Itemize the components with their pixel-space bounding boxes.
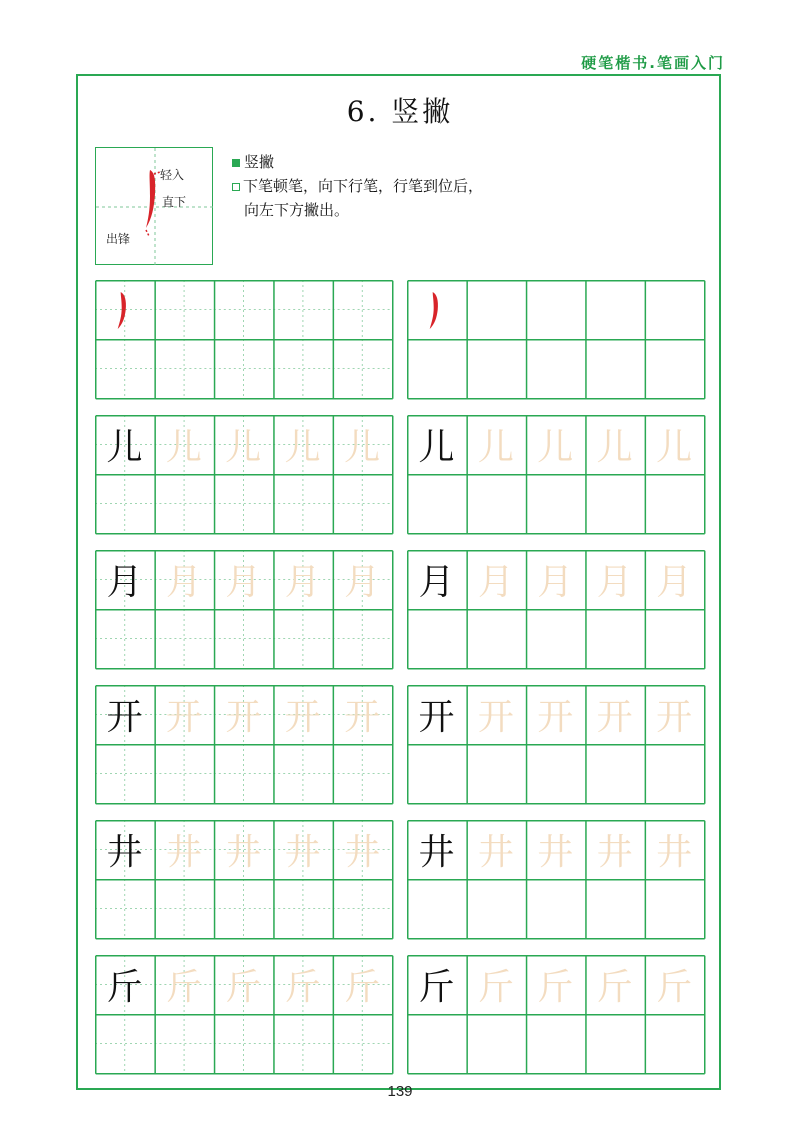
practice-grid [95, 550, 392, 668]
trace-character: 月 [344, 562, 381, 603]
practice-grid [95, 820, 392, 938]
trace-character: 井 [477, 832, 514, 873]
practice-grid [407, 415, 704, 533]
model-character: 开 [106, 697, 143, 738]
trace-character: 斤 [284, 967, 321, 1008]
trace-character: 斤 [225, 967, 262, 1008]
practice-grid [407, 280, 704, 398]
trace-character: 开 [537, 697, 574, 738]
stroke-demo-box [95, 147, 213, 265]
model-character: 井 [106, 832, 143, 873]
trace-character: 斤 [596, 967, 633, 1008]
filled-square-icon [232, 159, 240, 167]
trace-character: 月 [477, 562, 514, 603]
model-character: 儿 [418, 427, 455, 468]
book-header: 硬笔楷书.笔画入门 [581, 54, 725, 72]
page-number: 139 [387, 1083, 413, 1100]
trace-character: 月 [656, 562, 693, 603]
model-character: 月 [106, 562, 143, 603]
practice-grid [407, 820, 704, 938]
trace-character: 斤 [537, 967, 574, 1008]
trace-character: 儿 [656, 427, 693, 468]
trace-character: 斤 [477, 967, 514, 1008]
model-character: 开 [418, 697, 455, 738]
stroke-name: 竖撇 [244, 153, 275, 171]
trace-character: 井 [596, 832, 633, 873]
trace-character: 月 [225, 562, 262, 603]
practice-grid [95, 415, 392, 533]
trace-character: 开 [656, 697, 693, 738]
trace-character: 井 [656, 832, 693, 873]
trace-character: 井 [225, 832, 262, 873]
trace-character: 开 [596, 697, 633, 738]
demo-stroke-icon [146, 170, 155, 228]
practice-grid [407, 685, 704, 803]
demo-label-start: 轻入 [160, 168, 185, 182]
practice-grid [95, 685, 392, 803]
demo-label-end: 出锋 [106, 232, 131, 246]
model-character: 儿 [106, 427, 143, 468]
practice-grid [407, 955, 704, 1073]
lesson-title: 6. 竖撇 [346, 95, 454, 128]
trace-character: 井 [344, 832, 381, 873]
trace-character: 月 [284, 562, 321, 603]
trace-character: 月 [596, 562, 633, 603]
trace-character: 斤 [344, 967, 381, 1008]
trace-character: 开 [284, 697, 321, 738]
trace-character: 斤 [165, 967, 202, 1008]
trace-character: 儿 [537, 427, 574, 468]
trace-character: 儿 [596, 427, 633, 468]
trace-character: 斤 [656, 967, 693, 1008]
trace-character: 开 [165, 697, 202, 738]
description-line-2: 向左下方撇出。 [244, 201, 350, 219]
model-character: 斤 [106, 967, 143, 1008]
description-line-1: 下笔顿笔，向下行笔，行笔到位后， [243, 177, 484, 195]
trace-character: 儿 [225, 427, 262, 468]
sample-stroke-icon [118, 292, 126, 329]
model-character: 井 [418, 832, 455, 873]
trace-character: 井 [165, 832, 202, 873]
trace-character: 月 [537, 562, 574, 603]
grid-lines [407, 280, 706, 400]
demo-guide-lines [96, 148, 214, 266]
trace-character: 开 [477, 697, 514, 738]
sample-stroke-icon [430, 292, 438, 329]
model-character: 月 [418, 562, 455, 603]
trace-character: 儿 [284, 427, 321, 468]
trace-character: 儿 [477, 427, 514, 468]
demo-label-middle: 直下 [162, 195, 187, 209]
trace-character: 井 [284, 832, 321, 873]
trace-character: 开 [344, 697, 381, 738]
practice-grid [407, 550, 704, 668]
trace-character: 开 [225, 697, 262, 738]
stroke-description [232, 150, 483, 222]
trace-character: 儿 [344, 427, 381, 468]
grid-lines [95, 280, 394, 400]
practice-grid [95, 280, 392, 398]
trace-character: 井 [537, 832, 574, 873]
trace-character: 儿 [165, 427, 202, 468]
trace-character: 月 [165, 562, 202, 603]
model-character: 斤 [418, 967, 455, 1008]
practice-grid [95, 955, 392, 1073]
empty-square-icon [232, 183, 240, 191]
